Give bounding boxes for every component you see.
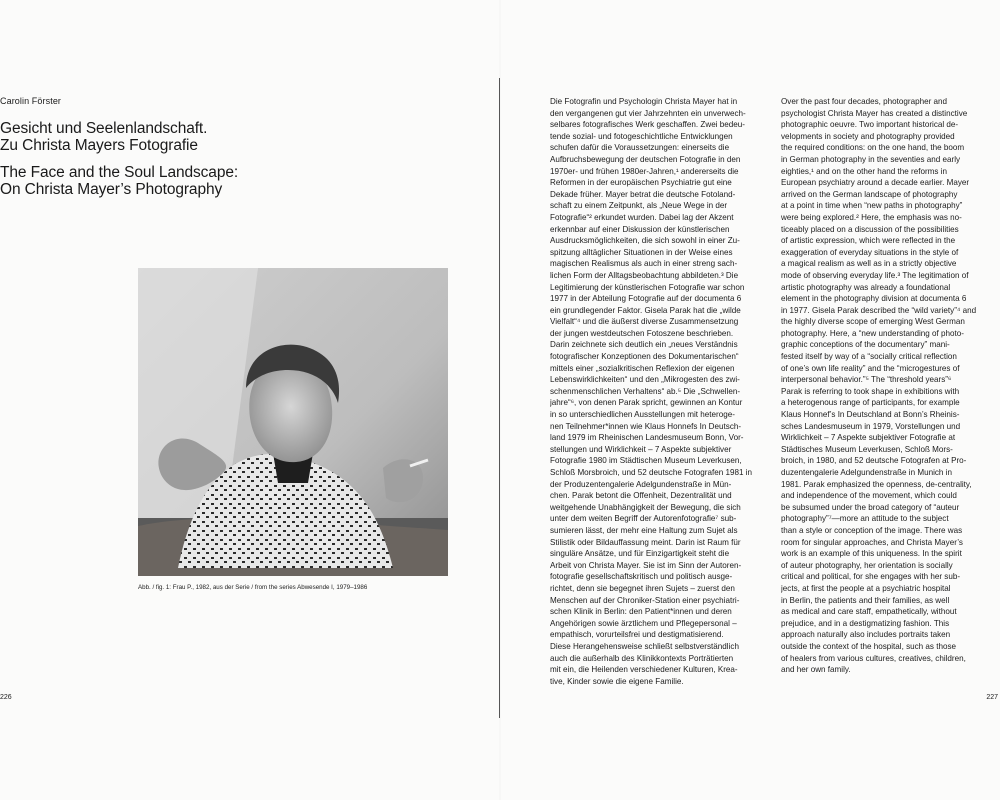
german-text-line: sumieren lässt, der mehr eine Haltung zum Sujet als (550, 525, 738, 535)
german-text-line: lichen Form der Alltagsbeobachtung abbildeten.³ Die (550, 270, 739, 280)
title-german-line-2: Zu Christa Mayers Fotografie (0, 137, 198, 154)
german-text-line: Ausdrucksmöglichkeiten, die sich sowohl in einer Zu- (550, 236, 740, 246)
german-text-line: weitgehende Unabhängigkeit der Bewegung, die sich (550, 502, 741, 512)
english-text-line: duzentengalerie Adelgundenstraße in Munich in (781, 468, 952, 477)
german-text-line: Aufbruchsbewegung der deutschen Fotografie in den (550, 154, 741, 164)
german-text-line: Legitimierung der künstlerischen Fotografie war schon (550, 282, 745, 292)
english-text-line: mode of observing everyday life.³ The legitimation of (781, 270, 969, 280)
german-text-line: singuläre Ansätze, und für Einzigartigkeit steht die (550, 549, 730, 559)
english-text-line: be subsumed under the broad category of “auteur (781, 502, 960, 512)
portrait-photo (138, 268, 448, 576)
german-text-line: Vielfalt“⁴ und die äußerst diverse Zusammensetzung (550, 317, 739, 327)
german-text-line: chen. Parak betont die Offenheit, Dezentralität und (550, 491, 732, 501)
english-text-line: in Berlin, the patients and their families, as well (781, 595, 950, 605)
german-text-line: der jungen westdeutschen Fotoszene beschrieben. (550, 328, 734, 338)
english-text-line: photography. Here, a “new understanding of photo- (781, 328, 964, 338)
english-text-line: prejudice, and in a destigmatizing fashion. This (781, 618, 950, 628)
english-text-line: as medical and care staff, empathetically, without (781, 607, 957, 617)
page-number-right: 227 (986, 694, 998, 701)
german-text-line: Angehörigen sowie ärztlichem und Pflegepersonal – (550, 618, 737, 628)
german-text-line: in so unterschiedlichen Ausstellungen mit heteroge- (550, 410, 735, 420)
left-page (0, 0, 499, 800)
german-text-line: ein grundlegender Faktor. Gisela Parak hat die „wilde (550, 305, 741, 315)
german-text-line: spitzung alltäglicher Situationen in der Weise eines (550, 247, 733, 257)
german-text-line: den vergangenen gut vier Jahrzehnten ein unverwech- (550, 108, 746, 118)
english-text-line: Parak is referring to took shape in exhibitions with (781, 386, 960, 396)
english-text-line: jects, at first the people at a psychiatric hospital (781, 583, 951, 593)
german-text-line: unter dem weiten Begriff der Autorenfotografie⁷ sub- (550, 514, 737, 524)
german-text-line: Schloß Morsbroich, und 52 deutsche Fotografen 1981 in (550, 468, 753, 477)
german-text-line: der Produzentengalerie Adelgundenstraße in Mün- (550, 479, 732, 489)
german-text-line: Fotografie 1980 im Städtischen Museum Leverkusen, (550, 456, 742, 466)
english-text-line: photography”⁷—more an attitude to the subject (781, 514, 949, 524)
english-text-line: sches Landesmuseum in 1979, Vorstellungen und (781, 421, 961, 431)
english-text-line: Städtisches Museum Leverkusen, Schloß Mors- (781, 444, 953, 454)
title-english (0, 164, 238, 198)
english-text-line: fested itself by way of a “socially critical reflection (781, 352, 957, 362)
german-text-line: stellungen und Wirklichkeit – 7 Aspekte subjektiver (550, 444, 732, 454)
german-text-line: schenmenschlichen Verhaltens“ ab.⁵ Die „Schwellen- (550, 386, 741, 396)
german-text-line: mit ein, die Heilenden verschiedener Kulturen, Krea- (550, 665, 738, 675)
english-text-line: of auteur photography, her orientation is socially (781, 560, 953, 570)
german-text-line: Menschen auf der Chroniker-Station einer psychiatri- (550, 595, 740, 605)
german-text-line: Dekade früher. Mayer betrat die deutsche Fotoland- (550, 189, 736, 199)
english-text-line: a heterogenous range of participants, for example (781, 398, 960, 408)
english-text-line: graphic conceptions of the documentary” mani- (781, 340, 950, 350)
german-text-line: selbares fotografisches Werk geschaffen. Zwei bedeu- (550, 120, 745, 130)
german-text-line: mittels einer „sozialkritischen Reflexion der eigenen (550, 363, 735, 373)
german-text-line: empathisch, vorurteilsfrei und destigmatisierend. (550, 630, 724, 640)
german-text-line: erkennbar auf einer Diskussion der künstlerischen (550, 224, 730, 234)
german-text-column (550, 96, 774, 687)
english-text-line: and independence of the movement, which could (781, 491, 957, 501)
german-text-line: tende sozial- und fotogeschichtliche Entwicklungen (550, 131, 733, 141)
english-text-line: than a style or conception of the image. There was (781, 525, 963, 535)
title-german (0, 120, 207, 154)
english-text-line: European psychiatry around a decade earlier. Mayer (781, 178, 970, 188)
english-text-line: Klaus Honnef’s In Deutschland at Bonn’s Rheinis- (781, 410, 960, 420)
english-text-line: critical and political, for she engages with her sub- (781, 572, 961, 582)
german-text-line: magischen Realismus als auch in einer streng sach- (550, 259, 738, 269)
german-text-line: nen Teilnehmer*innen wie Klaus Honnefs In Deutsch- (550, 421, 742, 431)
english-text-line: the highly diverse scope of emerging West German (781, 317, 965, 327)
english-text-line: room for singular approaches, and Christa Mayer’s (781, 537, 963, 547)
author-name: Carolin Förster (0, 96, 62, 106)
german-text-line: jahre“⁶, von denen Parak spricht, gewinnen an Kontur (550, 398, 743, 408)
english-text-line: element in the photography division at documenta 6 (781, 294, 967, 304)
english-text-line: in 1977. Gisela Parak described the “wild variety”⁴ and (781, 305, 977, 315)
german-text-line: Lebenswirklichkeiten“ und den „Mikrogesten des zwi- (550, 375, 740, 385)
german-text-line: schaft zu einem Zeitpunkt, als „Neue Wege in der (550, 201, 728, 211)
english-text-line: broich, in 1980, and 52 deutsche Fotografen at Pro- (781, 456, 967, 466)
english-text-line: exaggeration of everyday situations in the style of (781, 247, 959, 257)
english-text-line: of artistic expression, which were reflected in the (781, 236, 956, 246)
title-english-line-2: On Christa Mayer’s Photography (0, 181, 223, 198)
german-text-line: Diese Herangehensweise schließt selbstverständlich (550, 641, 739, 651)
german-text-line: tive, Kinder sowie die eigene Familie. (550, 676, 684, 686)
english-text-line: photographic oeuvre. Two important historical de- (781, 120, 959, 130)
german-text-line: schen Klinik in Berlin: den Patient*innen und deren (550, 607, 732, 617)
german-text-line: 1977 in der Abteilung Fotografie auf der documenta 6 (550, 294, 742, 304)
german-text-line: Stilistik oder Bildauffassung meint. Darin ist Raum für (550, 537, 741, 547)
english-text-line: approach naturally also includes portraits taken (781, 630, 951, 640)
english-text-line: arrived on the German landscape of photography (781, 189, 958, 199)
title-german-line-1: Gesicht und Seelenlandschaft. (0, 120, 208, 137)
german-text-line: fotografischer Konzeptionen des Dokumentarischen“ (550, 352, 739, 362)
german-text-line: Darin zeichnete sich deutlich ein „neues Verständnis (550, 340, 738, 350)
english-text-line: a magical realism as well as in a strictly objective (781, 259, 957, 269)
german-text-line: Arbeit von Christa Mayer. Sie ist im Sinn der Autoren- (550, 560, 742, 570)
gutter-divider (499, 78, 500, 718)
german-text-line: schufen dafür die Voraussetzungen: einerseits die (550, 143, 730, 153)
german-text-line: Fotografie“² erkundet wurden. Dabei lag der Akzent (550, 212, 734, 222)
english-text-line: Over the past four decades, photographer and (781, 97, 948, 106)
english-text-line: the required conditions: on the one hand, the boom (781, 143, 965, 153)
german-text-line: fotografie gesellschaftskritisch und politisch ausge- (550, 572, 733, 582)
english-text-line: ticeably placed on a discussion of the possibilities (781, 224, 959, 234)
english-text-line: Wirklichkeit – 7 Aspekte subjektiver Fotografie at (781, 433, 956, 443)
english-text-line: eighties,¹ and on the other hand the reforms in (781, 166, 948, 176)
english-text-column (781, 96, 999, 676)
english-text-line: were being explored.² Here, the emphasis was no- (781, 212, 962, 222)
english-text-line: and her own family. (781, 665, 851, 675)
german-text-line: Reformen in der europäischen Psychiatrie gut eine (550, 178, 732, 188)
english-text-line: 1981. Parak emphasized the openness, de-centrality, (781, 479, 972, 489)
english-text-line: interpersonal behavior.”⁵ The “threshold years”⁶ (781, 375, 952, 385)
photo-caption: Abb. / fig. 1: Frau P., 1982, aus der Serie / from the series Abwesende I, 1979–1986 (138, 584, 368, 591)
german-text-line: Die Fotografin und Psychologin Christa Mayer hat in (550, 97, 738, 106)
english-text-line: of healers from various cultures, creatives, children, (781, 653, 966, 663)
english-text-line: work is an example of this uniqueness. In the spirit (781, 549, 962, 559)
english-text-line: of one’s own life reality” and the “microgestures of (781, 363, 960, 373)
german-text-line: richtet, denn sie begegnet ihren Sujets – zuerst den (550, 583, 735, 593)
english-text-line: velopments in society and photography provided (781, 131, 955, 141)
english-text-line: at a point in time when “new paths in photography” (781, 201, 963, 211)
english-text-line: outside the context of the hospital, such as those (781, 641, 957, 651)
german-text-line: 1970er- und frühen 1980er-Jahren,¹ andererseits die (550, 166, 739, 176)
page-number-left: 226 (0, 694, 12, 701)
english-text-line: artistic photography was already a foundational (781, 282, 951, 292)
title-english-line-1: The Face and the Soul Landscape: (0, 164, 239, 181)
english-text-line: in German photography in the seventies and early (781, 154, 961, 164)
german-text-line: auch die außerhalb des Klinikkontexts Porträtierten (550, 653, 734, 663)
english-text-line: psychologist Christa Mayer has created a distinctive (781, 108, 968, 118)
german-text-line: land 1979 im Rheinischen Landesmuseum Bonn, Vor- (550, 433, 744, 443)
